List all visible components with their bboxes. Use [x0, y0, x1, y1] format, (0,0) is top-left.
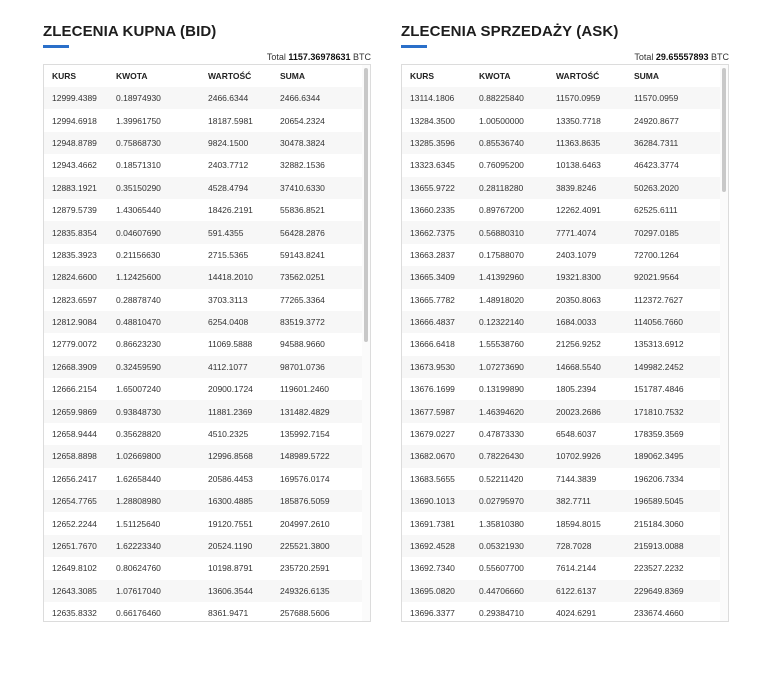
- ask-cell-kurs: 13682.0670: [410, 451, 455, 462]
- ask-cell-suma: 46423.3774: [634, 160, 679, 171]
- bid-cell-kurs: 12649.8102: [52, 563, 97, 574]
- bid-cell-kurs: 12835.8354: [52, 227, 97, 238]
- ask-table-row[interactable]: [402, 490, 720, 512]
- ask-table-row[interactable]: [402, 289, 720, 311]
- bid-panel: [43, 22, 371, 622]
- bid-cell-kurs: 12658.8898: [52, 451, 97, 462]
- ask-cell-suma: 62525.6111: [634, 205, 678, 216]
- ask-cell-kwota: 0.05321930: [479, 541, 524, 551]
- ask-header-suma: SUMA: [634, 71, 660, 81]
- bid-cell-suma: 77265.3364: [280, 294, 325, 305]
- ask-cell-kurs: 13696.3377: [410, 608, 455, 619]
- ask-header-wartosc: WARTOŚĆ: [556, 71, 600, 81]
- ask-cell-suma: 215913.0088: [634, 541, 684, 551]
- ask-table-row[interactable]: [402, 266, 720, 288]
- ask-cell-suma: 233674.4660: [634, 608, 684, 619]
- ask-cell-kwota: 0.56880310: [479, 227, 524, 238]
- ask-table-row[interactable]: [402, 602, 720, 622]
- ask-cell-kwota: 1.55538760: [479, 339, 524, 350]
- bid-cell-suma: 131482.4829: [280, 406, 330, 417]
- bid-cell-wartosc: 19120.7551: [208, 518, 253, 529]
- bid-cell-wartosc: 11881.2369: [208, 406, 253, 417]
- bid-cell-suma: 135992.7154: [280, 429, 330, 440]
- bid-cell-kurs: 12668.3909: [52, 361, 97, 372]
- ask-total-unit: BTC: [711, 52, 729, 62]
- ask-cell-wartosc: 19321.8300: [556, 272, 601, 283]
- bid-cell-kwota: 0.86623230: [116, 339, 161, 350]
- ask-cell-kwota: 0.85536740: [479, 137, 524, 148]
- bid-cell-wartosc: 18426.2191: [208, 205, 253, 216]
- bid-header-kwota: KWOTA: [116, 71, 148, 81]
- bid-cell-kurs: 12656.2417: [52, 473, 97, 484]
- bid-table-row[interactable]: [44, 490, 362, 512]
- ask-cell-wartosc: 20350.8063: [556, 294, 601, 305]
- bid-cell-wartosc: 3703.3113: [208, 294, 248, 305]
- bid-cell-kurs: 12651.7670: [52, 541, 97, 551]
- bid-cell-wartosc: 2715.5365: [208, 249, 249, 260]
- bid-cell-kurs: 12879.5739: [52, 205, 97, 216]
- bid-table-row[interactable]: [44, 356, 362, 378]
- ask-cell-wartosc: 4024.6291: [556, 608, 597, 619]
- bid-cell-wartosc: 4510.2325: [208, 429, 249, 440]
- bid-table[interactable]: [43, 64, 371, 622]
- ask-cell-kwota: 0.02795970: [479, 496, 524, 507]
- bid-cell-suma: 94588.9660: [280, 339, 325, 350]
- ask-cell-suma: 149982.2452: [634, 361, 684, 372]
- ask-cell-wartosc: 382.7711: [556, 496, 591, 507]
- ask-scrollbar[interactable]: [722, 68, 726, 192]
- ask-cell-wartosc: 18594.8015: [556, 518, 601, 529]
- bid-cell-kurs: 12659.9869: [52, 406, 97, 417]
- ask-table-row[interactable]: [402, 468, 720, 490]
- bid-cell-wartosc: 14418.2010: [208, 272, 253, 283]
- ask-cell-wartosc: 6548.6037: [556, 429, 597, 440]
- bid-cell-wartosc: 20524.1190: [208, 541, 253, 551]
- ask-rows: [402, 87, 720, 622]
- bid-cell-kwota: 0.21156630: [116, 249, 161, 260]
- bid-cell-kurs: 12999.4389: [52, 93, 97, 104]
- bid-header-wartosc: WARTOŚĆ: [208, 71, 252, 81]
- ask-cell-wartosc: 3839.8246: [556, 182, 597, 193]
- bid-cell-kurs: 12643.3085: [52, 585, 97, 596]
- ask-table[interactable]: [401, 64, 729, 622]
- bid-cell-suma: 235720.2591: [280, 563, 330, 574]
- ask-table-row[interactable]: [402, 154, 720, 176]
- ask-cell-kurs: 13695.0820: [410, 585, 455, 596]
- bid-cell-kwota: 1.65007240: [116, 384, 161, 395]
- bid-cell-kwota: 0.18974930: [116, 93, 161, 104]
- bid-cell-kwota: 0.93848730: [116, 406, 161, 417]
- ask-header-kwota: KWOTA: [479, 71, 511, 81]
- bid-cell-suma: 30478.3824: [280, 137, 325, 148]
- bid-cell-wartosc: 20900.1724: [208, 384, 253, 395]
- bid-cell-wartosc: 9824.1500: [208, 137, 249, 148]
- ask-panel: [401, 22, 729, 622]
- bid-cell-wartosc: 13606.3544: [208, 585, 253, 596]
- bid-header-kurs: KURS: [52, 71, 77, 81]
- bid-cell-kwota: 0.32459590: [116, 361, 161, 372]
- ask-cell-suma: 229649.8369: [634, 585, 684, 596]
- bid-cell-suma: 225521.3800: [280, 541, 330, 551]
- bid-cell-kwota: 0.04607690: [116, 227, 161, 238]
- ask-cell-kwota: 1.48918020: [479, 294, 524, 305]
- bid-table-row[interactable]: [44, 423, 362, 445]
- ask-cell-kwota: 0.29384710: [479, 608, 524, 619]
- ask-table-inner: [402, 65, 720, 622]
- bid-cell-wartosc: 591.4355: [208, 227, 244, 238]
- bid-cell-suma: 148989.5722: [280, 451, 330, 462]
- ask-cell-kwota: 1.41392960: [479, 272, 524, 283]
- ask-cell-suma: 24920.8677: [634, 115, 679, 126]
- ask-cell-kurs: 13655.9722: [410, 182, 455, 193]
- ask-table-row[interactable]: [402, 356, 720, 378]
- bid-cell-suma: 73562.0251: [280, 272, 325, 283]
- bid-table-row[interactable]: [44, 445, 362, 467]
- bid-cell-kwota: 1.12425600: [116, 272, 161, 283]
- ask-cell-suma: 114056.7660: [634, 317, 684, 328]
- ask-cell-kwota: 0.47873330: [479, 429, 524, 440]
- ask-cell-kurs: 13663.2837: [410, 249, 455, 260]
- bid-table-row[interactable]: [44, 289, 362, 311]
- bid-cell-kurs: 12823.6597: [52, 294, 97, 305]
- ask-cell-kwota: 0.12322140: [479, 317, 524, 328]
- bid-cell-wartosc: 2466.6344: [208, 93, 249, 104]
- bid-cell-kwota: 0.28878740: [116, 294, 161, 305]
- bid-table-inner: [44, 65, 362, 622]
- bid-cell-wartosc: 12996.8568: [208, 451, 253, 462]
- ask-cell-suma: 151787.4846: [634, 384, 684, 395]
- bid-cell-wartosc: 2403.7712: [208, 160, 249, 171]
- ask-cell-wartosc: 11570.0959: [556, 93, 601, 104]
- bid-cell-kwota: 0.75868730: [116, 137, 161, 148]
- bid-cell-kwota: 1.51125640: [116, 518, 161, 529]
- bid-cell-kurs: 12883.1921: [52, 182, 97, 193]
- bid-cell-suma: 2466.6344: [280, 93, 321, 104]
- bid-table-row[interactable]: [44, 199, 362, 221]
- ask-cell-suma: 171810.7532: [634, 406, 684, 417]
- ask-cell-kurs: 13683.5655: [410, 473, 455, 484]
- ask-cell-suma: 223527.2232: [634, 563, 684, 574]
- bid-cell-suma: 37410.6330: [280, 182, 325, 193]
- ask-cell-kurs: 13691.7381: [410, 518, 455, 529]
- bid-cell-suma: 169576.0174: [280, 473, 330, 484]
- bid-cell-wartosc: 20586.4453: [208, 473, 253, 484]
- bid-cell-kwota: 1.02669800: [116, 451, 161, 462]
- bid-total-prefix: Total: [266, 52, 286, 62]
- ask-cell-wartosc: 14668.5540: [556, 361, 601, 372]
- bid-table-row[interactable]: [44, 580, 362, 602]
- ask-cell-wartosc: 11363.8635: [556, 137, 601, 148]
- bid-cell-wartosc: 4112.1077: [208, 361, 248, 372]
- ask-cell-wartosc: 7614.2144: [556, 563, 597, 574]
- ask-cell-suma: 196206.7334: [634, 473, 684, 484]
- ask-cell-kurs: 13665.7782: [410, 294, 455, 305]
- ask-table-row[interactable]: [402, 557, 720, 579]
- bid-table-row[interactable]: [44, 400, 362, 422]
- bid-cell-kwota: 0.66176460: [116, 608, 161, 619]
- ask-table-row[interactable]: [402, 199, 720, 221]
- bid-cell-wartosc: 11069.5888: [208, 339, 253, 350]
- bid-cell-wartosc: 18187.5981: [208, 115, 253, 126]
- bid-rows: [44, 87, 362, 622]
- ask-total-prefix: Total: [634, 52, 654, 62]
- bid-cell-kwota: 1.39961750: [116, 115, 161, 126]
- bid-cell-kurs: 12824.6600: [52, 272, 97, 283]
- bid-cell-wartosc: 10198.8791: [208, 563, 253, 574]
- ask-cell-kurs: 13666.4837: [410, 317, 455, 328]
- bid-cell-suma: 59143.8241: [280, 249, 325, 260]
- ask-table-header: [402, 65, 720, 87]
- bid-cell-kwota: 0.80624760: [116, 563, 161, 574]
- bid-cell-suma: 119601.2460: [280, 384, 330, 395]
- ask-cell-wartosc: 1684.0033: [556, 317, 597, 328]
- ask-cell-suma: 50263.2020: [634, 182, 679, 193]
- ask-cell-wartosc: 21256.9252: [556, 339, 601, 350]
- bid-cell-suma: 55836.8521: [280, 205, 325, 216]
- ask-cell-kwota: 1.00500000: [479, 115, 524, 126]
- ask-cell-wartosc: 7144.3839: [556, 473, 597, 484]
- ask-cell-wartosc: 13350.7718: [556, 115, 601, 126]
- ask-cell-suma: 70297.0185: [634, 227, 679, 238]
- bid-cell-kwota: 0.18571310: [116, 160, 161, 171]
- ask-cell-suma: 215184.3060: [634, 518, 684, 529]
- ask-cell-kwota: 0.78226430: [479, 451, 524, 462]
- bid-title: ZLECENIA KUPNA (BID): [43, 23, 217, 40]
- bid-cell-suma: 204997.2610: [280, 518, 330, 529]
- bid-table-row[interactable]: [44, 177, 362, 199]
- bid-cell-kurs: 12652.2244: [52, 518, 97, 529]
- ask-table-row[interactable]: [402, 423, 720, 445]
- bid-cell-wartosc: 4528.4794: [208, 182, 249, 193]
- ask-table-row[interactable]: [402, 311, 720, 333]
- ask-table-row[interactable]: [402, 109, 720, 131]
- ask-cell-kurs: 13665.3409: [410, 272, 455, 283]
- ask-table-row[interactable]: [402, 221, 720, 243]
- ask-cell-kwota: 0.88225840: [479, 93, 524, 104]
- ask-table-row[interactable]: [402, 87, 720, 109]
- bid-total-value: 1157.36978631: [288, 52, 351, 62]
- ask-cell-kurs: 13323.6345: [410, 160, 455, 171]
- bid-table-row[interactable]: [44, 87, 362, 109]
- bid-cell-kurs: 12812.9084: [52, 317, 97, 328]
- bid-cell-wartosc: 6254.0408: [208, 317, 249, 328]
- bid-table-row[interactable]: [44, 602, 362, 622]
- bid-table-row[interactable]: [44, 333, 362, 355]
- bid-cell-kurs: 12658.9444: [52, 429, 97, 440]
- ask-table-row[interactable]: [402, 132, 720, 154]
- bid-table-row[interactable]: [44, 244, 362, 266]
- ask-cell-suma: 178359.3569: [634, 429, 684, 440]
- bid-table-row[interactable]: [44, 132, 362, 154]
- bid-cell-wartosc: 8361.9471: [208, 608, 249, 619]
- ask-cell-suma: 112372.7627: [634, 294, 684, 305]
- ask-cell-suma: 11570.0959: [634, 93, 679, 104]
- ask-cell-kwota: 0.28118280: [479, 182, 524, 193]
- bid-cell-kurs: 12666.2154: [52, 384, 97, 395]
- bid-table-row[interactable]: [44, 535, 362, 557]
- ask-cell-suma: 72700.1264: [634, 249, 679, 260]
- bid-cell-suma: 83519.3772: [280, 317, 325, 328]
- bid-header-suma: SUMA: [280, 71, 306, 81]
- bid-cell-suma: 249326.6135: [280, 585, 330, 596]
- ask-cell-kurs: 13692.4528: [410, 541, 455, 551]
- ask-cell-kwota: 0.76095200: [479, 160, 524, 171]
- ask-cell-wartosc: 7771.4074: [556, 227, 597, 238]
- bid-table-row[interactable]: [44, 154, 362, 176]
- ask-cell-wartosc: 10702.9926: [556, 451, 601, 462]
- bid-cell-kwota: 0.35628820: [116, 429, 161, 440]
- ask-table-row[interactable]: [402, 445, 720, 467]
- bid-table-row[interactable]: [44, 266, 362, 288]
- ask-table-row[interactable]: [402, 244, 720, 266]
- bid-cell-kurs: 12943.4662: [52, 160, 97, 171]
- bid-cell-kurs: 12835.3923: [52, 249, 97, 260]
- bid-total: [43, 51, 371, 63]
- bid-cell-wartosc: 16300.4885: [208, 496, 253, 507]
- ask-cell-kurs: 13285.3596: [410, 137, 455, 148]
- ask-total: [401, 51, 729, 63]
- ask-cell-kwota: 0.55607700: [479, 563, 524, 574]
- ask-cell-kurs: 13690.1013: [410, 496, 455, 507]
- bid-cell-suma: 257688.5606: [280, 608, 330, 619]
- bid-cell-suma: 32882.1536: [280, 160, 325, 171]
- ask-cell-wartosc: 12262.4091: [556, 205, 601, 216]
- ask-cell-suma: 36284.7311: [634, 137, 679, 148]
- bid-cell-suma: 98701.0736: [280, 361, 325, 372]
- ask-cell-kwota: 1.35810380: [479, 518, 524, 529]
- ask-cell-kurs: 13662.7375: [410, 227, 455, 238]
- ask-total-value: 29.65557893: [655, 52, 709, 62]
- ask-cell-wartosc: 20023.2686: [556, 406, 601, 417]
- bid-cell-kurs: 12654.7765: [52, 496, 97, 507]
- ask-cell-kurs: 13666.6418: [410, 339, 455, 350]
- ask-table-row[interactable]: [402, 378, 720, 400]
- bid-table-row[interactable]: [44, 468, 362, 490]
- ask-cell-kurs: 13114.1806: [410, 93, 455, 104]
- ask-cell-kwota: 0.13199890: [479, 384, 524, 395]
- bid-cell-suma: 56428.2876: [280, 227, 325, 238]
- ask-cell-suma: 196589.5045: [634, 496, 684, 507]
- bid-table-row[interactable]: [44, 378, 362, 400]
- ask-table-row[interactable]: [402, 580, 720, 602]
- bid-cell-suma: 185876.5059: [280, 496, 330, 507]
- ask-table-row[interactable]: [402, 177, 720, 199]
- bid-table-row[interactable]: [44, 512, 362, 534]
- ask-cell-kurs: 13692.7340: [410, 563, 455, 574]
- bid-table-header: [44, 65, 362, 87]
- ask-cell-suma: 135313.6912: [634, 339, 684, 350]
- ask-cell-kurs: 13677.5987: [410, 406, 455, 417]
- bid-cell-kwota: 1.62223340: [116, 541, 161, 551]
- ask-cell-wartosc: 1805.2394: [556, 384, 597, 395]
- bid-total-unit: BTC: [353, 52, 371, 62]
- bid-table-row[interactable]: [44, 221, 362, 243]
- ask-table-row[interactable]: [402, 535, 720, 557]
- ask-cell-kurs: 13676.1699: [410, 384, 455, 395]
- ask-title-underline: [401, 45, 427, 48]
- bid-cell-kwota: 0.35150290: [116, 182, 161, 193]
- ask-table-row[interactable]: [402, 400, 720, 422]
- bid-title-underline: [43, 45, 69, 48]
- bid-cell-kurs: 12779.0072: [52, 339, 97, 350]
- ask-cell-kurs: 13679.0227: [410, 429, 455, 440]
- bid-table-row[interactable]: [44, 311, 362, 333]
- ask-cell-kurs: 13660.2335: [410, 205, 455, 216]
- bid-table-row[interactable]: [44, 557, 362, 579]
- ask-cell-kurs: 13673.9530: [410, 361, 455, 372]
- bid-cell-kwota: 1.07617040: [116, 585, 161, 596]
- ask-table-row[interactable]: [402, 512, 720, 534]
- bid-cell-kurs: 12635.8332: [52, 608, 97, 619]
- bid-cell-kurs: 12948.8789: [52, 137, 97, 148]
- ask-cell-suma: 189062.3495: [634, 451, 684, 462]
- ask-cell-kwota: 0.89767200: [479, 205, 524, 216]
- bid-cell-kwota: 0.48810470: [116, 317, 161, 328]
- ask-cell-kwota: 0.44706660: [479, 585, 524, 596]
- ask-cell-kwota: 0.52211420: [479, 473, 524, 484]
- ask-header-kurs: KURS: [410, 71, 435, 81]
- ask-cell-kwota: 1.46394620: [479, 406, 524, 417]
- ask-cell-kwota: 1.07273690: [479, 361, 524, 372]
- ask-cell-wartosc: 2403.1079: [556, 249, 597, 260]
- bid-cell-kwota: 1.62658440: [116, 473, 161, 484]
- bid-table-row[interactable]: [44, 109, 362, 131]
- bid-cell-kwota: 1.28808980: [116, 496, 161, 507]
- ask-cell-suma: 92021.9564: [634, 272, 679, 283]
- ask-cell-wartosc: 728.7028: [556, 541, 592, 551]
- ask-cell-kwota: 0.17588070: [479, 249, 524, 260]
- bid-cell-kurs: 12994.6918: [52, 115, 97, 126]
- ask-title: ZLECENIA SPRZEDAŻY (ASK): [401, 23, 619, 40]
- bid-cell-suma: 20654.2324: [280, 115, 325, 126]
- ask-cell-kurs: 13284.3500: [410, 115, 455, 126]
- ask-cell-wartosc: 10138.6463: [556, 160, 601, 171]
- ask-table-row[interactable]: [402, 333, 720, 355]
- ask-cell-wartosc: 6122.6137: [556, 585, 597, 596]
- bid-cell-kwota: 1.43065440: [116, 205, 161, 216]
- bid-scrollbar[interactable]: [364, 68, 368, 342]
